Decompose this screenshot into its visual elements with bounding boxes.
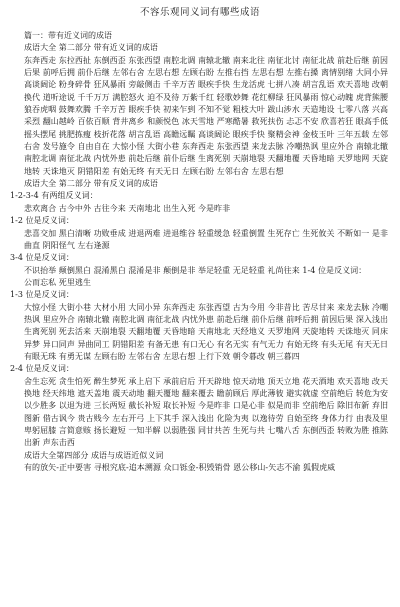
- paragraph: 大惊小怪 大街小巷 大材小用 大同小异 东奔西走 东张西望 古为今用 今非昔比 苦尽甘来 来龙去脉 冷嘲热讽 里应外合 南辕北辙 南腔北调 南征北战 内忧外患 前赴后继 前仆后继 前呼后拥 前因后果 深入浅出 生离死别 死去活来 天崩地裂 天翻地覆 天昏地暗 天南地北 天经地义 天罗地网 天旋地转 天诛地灭 同床异梦 异口同声 异曲同工 阴错阳差 有备无患 有口无心 有名无实 有气无力 有始无终 有头无尾 有天无日 有眼无珠 有勇无谋 左顾右盼 左邻右舍 左思右想 上行下效 朝令暮改 朝三暮四: [24, 302, 389, 361]
- paragraph: 悲欢离合 古今中外 古往今来 天南地北 出生入死 今是昨非: [24, 203, 231, 213]
- subsection-heading: 成语大全第四部分 成语与成语近似义词: [24, 450, 164, 460]
- paragraph: 舍生忘死 贪生怕死 醉生梦死 承上启下 承前启后 开天辟地 惊天动地 顶天立地 花天酒地 欢天喜地 改天换地 经天纬地 遮天盖地 震天动地 翻天覆地 翻来覆去 瞻前顾后 厚此薄彼 避实就虚 空前绝后 转危为安 以少胜多 以退为进 三长两短 截长补短 取长补短 今是昨非 口是心非 似是而非 空前绝后 除旧布新 弃旧图新 借古讽今 贵古贱今 左右开弓 上下其手 深入浅出 化险为夷 以逸待劳 自始至终 身体力行 由表及里 卑躬屈膝 言简意赅 扬长避短 一知半解 以弱胜强 同甘共苦 生死与共 七嘴八舌 东倒西歪 转败为胜 推陈出新 声东击西: [24, 376, 389, 448]
- paragraph: 东奔西走 东拉西扯 东倒西歪 东张西望 南腔北调 南辕北辙 南来北往 南征北讨 南征北战 前赴后继 前因后果 前呼后拥 前仆后继 左邻右舍 左思右想 左顾右盼 左推右挡 左思右想 左推右搡 离情别绪 大同小异 高谈阔论 粉身碎骨 狂风暴雨 旁敲侧击 千辛万苦 眼疾手快 生龙活虎 七拼八凑 胡言乱语 欢天喜地 改朝换代 道听途说 千千万万 满腔怒火 迫不及待 万紫千红 轻歌妙舞 花红柳绿 狂风暴雨 惊心动魄 虎背熊腰 狼吞虎咽 鼓舞欢腾 千辛万苦 眼疾手快 初来乍到 不知不觉 粗枝大叶 跋山涉水 天造地设 七零八落 兴高采烈 翻山越岭 百依百顺 背井离乡 和颜悦色 冰天雪地 严寒酷暑 救死扶伤 忐忑不安 欣喜若狂 眼高手低 摇头摆尾 挑肥拣瘦 枝折花落 胡言乱语 高瞻远瞩 高谈阔论 眼疾手快 聚精会神 金枝玉叶 三年五载 左邻右舍 发号施令 自由自在 大惊小怪 大街小巷 东奔西走 东张西望 来龙去脉 冷嘲热讽 里应外合 南辕北辙 南腔北调 南征北战 内忧外患 前赴后继 前仆后继 生离死别 天崩地裂 天翻地覆 天昏地暗 天罗地网 天旋地转 天诛地灭 阴错阳差 有始无终 有天无日 左顾右盼 左邻右舍 左思右想: [24, 55, 389, 176]
- subsection-heading: 成语大全 第二部分 带有近义词的成语: [24, 43, 158, 53]
- paragraph: 有的放矢-正中要害 寻根究底-追本溯源 众口铄金-积毁销骨 恩公移山-矢志不渝 狐假虎威: [24, 463, 336, 473]
- document-title: 不容乐观同义词有哪些成语: [139, 7, 260, 18]
- subsection-heading: 成语大全 第二部分 带有反义词的成语: [24, 179, 158, 189]
- subsection-heading: 1-2 位是反义词：: [10, 216, 74, 226]
- section-heading: 篇一：带有近义词的成语: [24, 31, 112, 40]
- paragraph: 悲喜交加 黑白清晰 功败垂成 进退两难 进退维谷 轻重缓急 轻重倒置 生死存亡 生死攸关 不断如一 是非曲直 阴阳怪气 左右逢源: [24, 228, 389, 250]
- subsection-heading: 2-4 位是反义词：: [10, 364, 74, 374]
- subsection-heading: 1-2-3-4 有两组反义词：: [10, 191, 98, 201]
- paragraph: 公而忘私 死里逃生: [24, 277, 91, 287]
- subsection-heading: 3-4 位是反义词：: [10, 253, 74, 263]
- subsection-heading: 1-3 位是反义词：: [10, 290, 74, 300]
- paragraph: 不识抬举 颠倒黑白 混淆黑白 混淆是非 颠倒是非 举足轻重 无足轻重 礼尚往来 1-4 位是反义词：: [24, 265, 367, 275]
